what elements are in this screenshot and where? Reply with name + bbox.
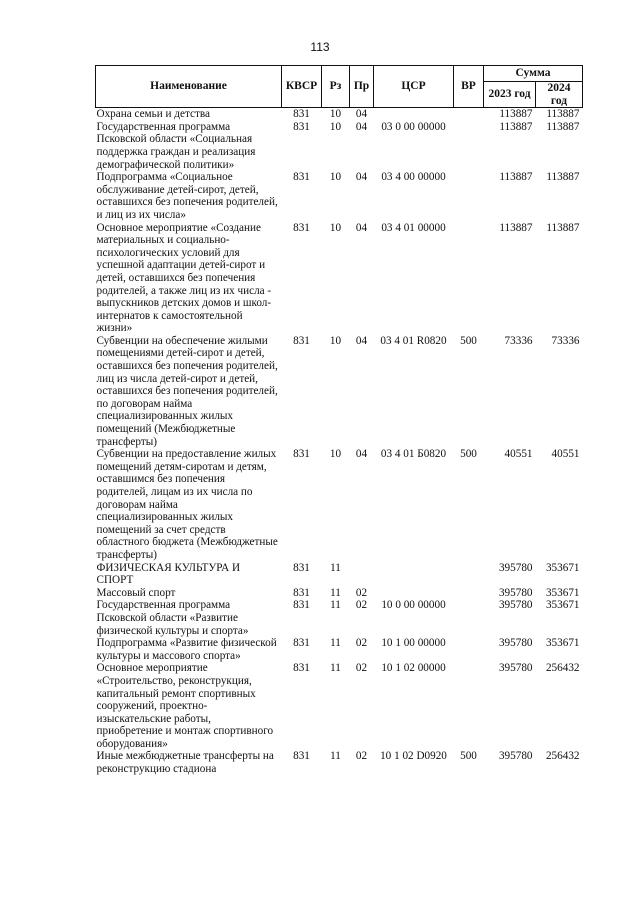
cell-sum-2023: 73336 — [504, 334, 533, 347]
cell-name: Основное мероприятие «Создание материальных и социально-психологических условий для успешной адаптации детей-сирот и детей, оставшихся без попечения родителей, а также лиц из их числа - выпускников детских домов и школ-интернатов к самостоятельной жизни» — [96, 221, 272, 335]
cell-kvsr: 831 — [293, 750, 310, 763]
cell-vr — [454, 637, 484, 662]
cell-pr: 04 — [355, 334, 368, 347]
table-row — [96, 448, 583, 561]
header-kvsr: КВСР — [282, 66, 322, 108]
cell-rz: 10 — [329, 221, 342, 234]
cell-rz: 11 — [330, 586, 341, 599]
table-row — [96, 599, 583, 637]
cell-csr: 03 4 01 Б0820 — [380, 448, 447, 461]
cell-pr: 04 — [350, 108, 374, 121]
cell-sum-2023: 395780 — [498, 586, 533, 599]
cell-kvsr: 831 — [293, 599, 310, 612]
cell-kvsr: 831 — [293, 586, 310, 599]
cell-sum-2023: 395780 — [498, 599, 533, 612]
table-row — [96, 335, 583, 448]
cell-csr: 03 4 01 00000 — [381, 221, 446, 234]
cell-rz: 11 — [330, 662, 341, 675]
cell-csr: 03 4 01 R0820 — [380, 334, 447, 347]
cell-csr — [374, 587, 454, 600]
cell-kvsr: 831 — [293, 448, 310, 461]
cell-sum-2024: 113887 — [536, 108, 583, 121]
cell-sum-2024: 353671 — [545, 561, 580, 574]
cell-csr: 03 0 00 00000 — [381, 120, 446, 133]
cell-sum-2024: 40551 — [551, 448, 580, 461]
cell-kvsr: 831 — [293, 120, 310, 133]
cell-sum-2023: 113887 — [499, 221, 533, 234]
cell-csr — [374, 562, 454, 587]
cell-vr — [454, 599, 484, 637]
table-row — [96, 171, 583, 221]
cell-pr — [350, 562, 374, 587]
cell-sum-2024: 353671 — [545, 599, 580, 612]
cell-csr: 03 4 00 00000 — [381, 171, 446, 184]
cell-name: Государственная программа Псковской области «Развитие физической культуры и спорта» — [96, 599, 249, 637]
cell-pr: 02 — [355, 750, 368, 763]
cell-sum-2023: 395780 — [498, 750, 533, 763]
cell-kvsr: 831 — [293, 171, 310, 184]
cell-sum-2024: 256432 — [545, 750, 580, 763]
cell-pr: 02 — [355, 637, 368, 650]
cell-rz: 11 — [330, 561, 341, 574]
cell-sum-2024: 113887 — [546, 171, 580, 184]
table-row — [96, 637, 583, 662]
cell-rz: 11 — [330, 599, 341, 612]
cell-sum-2023: 395780 — [498, 662, 533, 675]
cell-pr: 02 — [355, 662, 368, 675]
cell-vr — [454, 108, 484, 121]
cell-sum-2024: 256432 — [545, 662, 580, 675]
cell-rz: 10 — [329, 171, 342, 184]
table-header — [96, 66, 583, 108]
header-year-2023: 2023 год — [484, 82, 536, 108]
cell-sum-2023: 113887 — [499, 171, 533, 184]
cell-csr: 10 1 02 D0920 — [380, 750, 447, 763]
cell-name: Субвенции на предоставление жилых помещений детям-сиротам и детям, оставшимся без попечения родителей, лицам из их числа по договорам найма специализированных жилых помещений за счет средств областного бюджета (Межбюджетные трансферты) — [96, 448, 278, 561]
table-row — [96, 222, 583, 335]
cell-rz: 10 — [322, 108, 350, 121]
cell-rz: 10 — [329, 334, 342, 347]
cell-vr — [454, 121, 484, 171]
table-row — [96, 108, 583, 121]
header-csr: ЦСР — [374, 66, 454, 108]
table-row — [96, 662, 583, 750]
cell-kvsr: 831 — [293, 637, 310, 650]
cell-name: ФИЗИЧЕСКАЯ КУЛЬТУРА И СПОРТ — [96, 561, 241, 587]
cell-sum-2023: 395780 — [498, 561, 533, 574]
cell-csr: 10 1 02 00000 — [381, 662, 446, 675]
header-rz: Рз — [322, 66, 350, 108]
cell-rz: 10 — [329, 120, 342, 133]
header-sum: Сумма — [484, 66, 583, 82]
cell-pr: 02 — [355, 586, 368, 599]
cell-kvsr: 831 — [282, 108, 322, 121]
cell-kvsr: 831 — [293, 221, 310, 234]
cell-vr — [454, 662, 484, 750]
cell-rz: 11 — [330, 750, 341, 763]
cell-name: Подпрограмма «Развитие физической культуры и массового спорта» — [96, 637, 277, 662]
cell-pr: 04 — [355, 221, 368, 234]
budget-table — [95, 65, 583, 776]
cell-sum-2024: 113887 — [546, 221, 580, 234]
table-row — [96, 121, 583, 171]
cell-csr — [374, 108, 454, 121]
cell-vr: 500 — [460, 750, 477, 763]
cell-name: Охрана семьи и детства — [96, 108, 282, 121]
cell-pr: 02 — [355, 599, 368, 612]
cell-sum-2024: 73336 — [551, 334, 580, 347]
cell-sum-2023: 113887 — [484, 108, 536, 121]
cell-vr — [454, 171, 484, 221]
cell-vr — [454, 587, 484, 600]
header-name: Наименование — [96, 66, 282, 108]
cell-sum-2024: 353671 — [545, 637, 580, 650]
cell-pr: 04 — [355, 120, 368, 133]
table-row — [96, 587, 583, 600]
cell-vr — [454, 222, 484, 335]
cell-vr — [454, 562, 484, 587]
cell-rz: 10 — [329, 448, 342, 461]
cell-pr: 04 — [355, 448, 368, 461]
cell-csr: 10 1 00 00000 — [381, 637, 446, 650]
table-row — [96, 750, 583, 775]
cell-name: Государственная программа Псковской области «Социальная поддержка граждан и реализация демографической политики» — [96, 120, 256, 171]
cell-kvsr: 831 — [293, 334, 310, 347]
header-year-2024: 2024 год — [536, 82, 583, 108]
cell-kvsr: 831 — [293, 662, 310, 675]
cell-sum-2023: 40551 — [504, 448, 533, 461]
page-number: 113 — [310, 40, 330, 54]
cell-name: Подпрограмма «Социальное обслуживание детей-сирот, детей, оставшихся без попечения родителей, и лиц из их числа» — [96, 171, 278, 221]
cell-sum-2023: 395780 — [498, 637, 533, 650]
header-pr: Пр — [350, 66, 374, 108]
cell-sum-2024: 353671 — [545, 586, 580, 599]
cell-sum-2024: 113887 — [546, 120, 580, 133]
table-body — [96, 108, 583, 776]
cell-name: Массовый спорт — [96, 586, 176, 599]
cell-kvsr: 831 — [293, 561, 310, 574]
cell-vr: 500 — [460, 334, 477, 347]
cell-vr: 500 — [460, 448, 477, 461]
cell-pr: 04 — [355, 171, 368, 184]
cell-sum-2023: 113887 — [499, 120, 533, 133]
header-vr: ВР — [454, 66, 484, 108]
cell-rz: 11 — [330, 637, 341, 650]
table-row — [96, 562, 583, 587]
cell-name: Иные межбюджетные трансферты на реконструкцию стадиона — [96, 750, 274, 776]
cell-name: Субвенции на обеспечение жилыми помещениями детей-сирот и детей, оставшихся без попечения родителей, лиц из числа детей-сирот и детей, оставшихся без попечения родителей, по договорам найма специализированных жилых помещений (Межбюджетные трансферты) — [96, 334, 278, 448]
cell-name: Основное мероприятие «Строительство, реконструкция, капитальный ремонт спортивных сооружений, проектно-изыскательские работы, приобретение и монтаж спортивного оборудования» — [96, 662, 274, 750]
cell-csr: 10 0 00 00000 — [381, 599, 446, 612]
